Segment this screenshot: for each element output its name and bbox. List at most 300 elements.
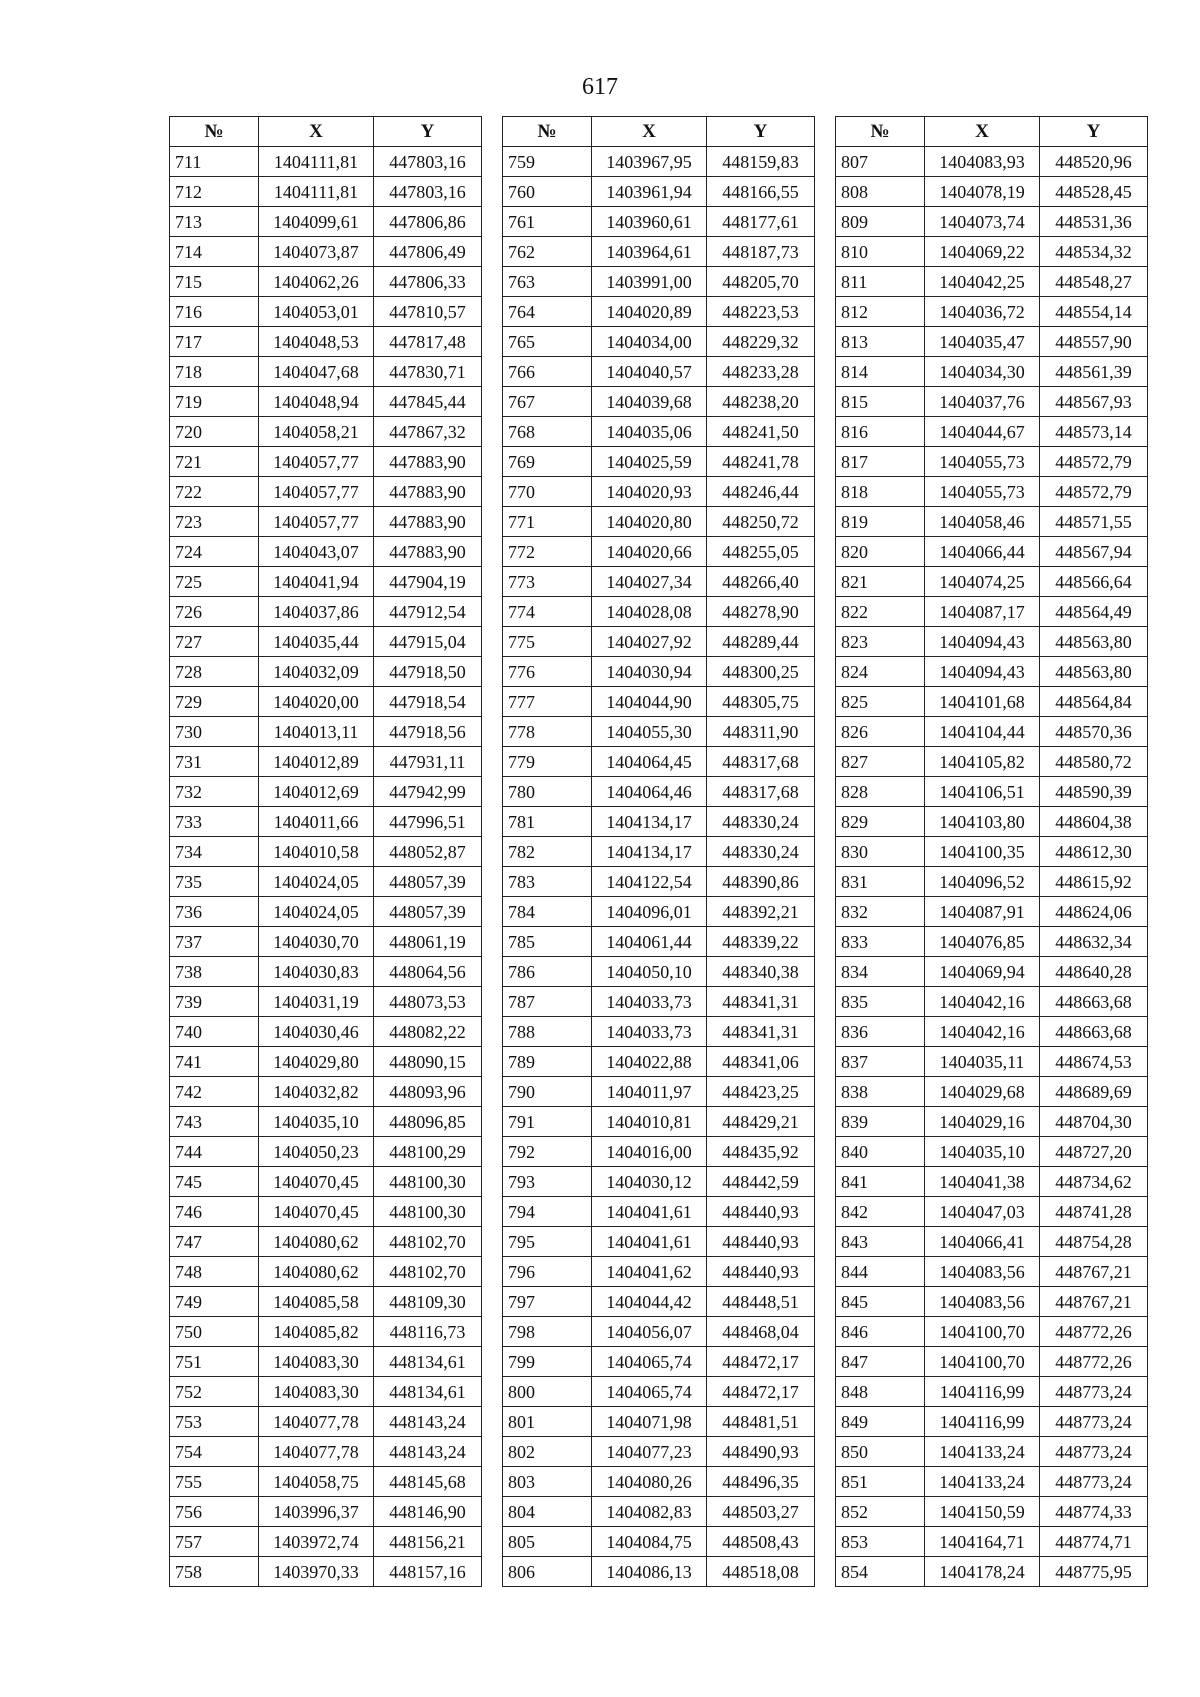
point-number-cell: 727	[170, 627, 259, 657]
y-coordinate-cell: 448429,21	[707, 1107, 815, 1137]
table-row	[503, 747, 815, 777]
point-number-cell: 815	[836, 387, 925, 417]
point-number-cell: 792	[503, 1137, 592, 1167]
table-row	[503, 1347, 815, 1377]
x-coordinate-cell: 1404010,81	[592, 1107, 707, 1137]
x-coordinate-cell: 1403967,95	[592, 147, 707, 177]
y-coordinate-cell: 448590,39	[1040, 777, 1148, 807]
y-coordinate-cell: 448341,31	[707, 1017, 815, 1047]
table-row	[170, 1377, 482, 1407]
table-row	[836, 1287, 1148, 1317]
point-number-cell: 828	[836, 777, 925, 807]
point-number-cell: 790	[503, 1077, 592, 1107]
x-coordinate-cell: 1403960,61	[592, 207, 707, 237]
x-coordinate-cell: 1404034,30	[925, 357, 1040, 387]
x-coordinate-cell: 1404030,83	[259, 957, 374, 987]
x-coordinate-cell: 1404047,03	[925, 1197, 1040, 1227]
x-coordinate-cell: 1404048,94	[259, 387, 374, 417]
point-number-cell: 807	[836, 147, 925, 177]
point-number-cell: 747	[170, 1227, 259, 1257]
y-coordinate-cell: 448520,96	[1040, 147, 1148, 177]
x-coordinate-cell: 1404133,24	[925, 1467, 1040, 1497]
y-coordinate-cell: 448773,24	[1040, 1377, 1148, 1407]
y-coordinate-cell: 448563,80	[1040, 627, 1148, 657]
point-number-cell: 780	[503, 777, 592, 807]
point-number-cell: 778	[503, 717, 592, 747]
x-coordinate-cell: 1404150,59	[925, 1497, 1040, 1527]
table-row	[836, 177, 1148, 207]
point-number-cell: 748	[170, 1257, 259, 1287]
table-row	[836, 147, 1148, 177]
table-row	[170, 147, 482, 177]
y-coordinate-cell: 448102,70	[374, 1227, 482, 1257]
x-coordinate-cell: 1404096,01	[592, 897, 707, 927]
point-number-cell: 817	[836, 447, 925, 477]
point-number-cell: 768	[503, 417, 592, 447]
point-number-cell: 843	[836, 1227, 925, 1257]
table-row	[503, 987, 815, 1017]
y-coordinate-cell: 448052,87	[374, 837, 482, 867]
y-coordinate-cell: 448341,31	[707, 987, 815, 1017]
x-coordinate-cell: 1404029,16	[925, 1107, 1040, 1137]
x-coordinate-cell: 1404041,61	[592, 1227, 707, 1257]
point-number-cell: 818	[836, 477, 925, 507]
y-coordinate-cell: 447918,54	[374, 687, 482, 717]
point-number-cell: 766	[503, 357, 592, 387]
y-coordinate-cell: 447883,90	[374, 537, 482, 567]
table-row	[170, 1527, 482, 1557]
y-coordinate-cell: 448146,90	[374, 1497, 482, 1527]
y-coordinate-cell: 448548,27	[1040, 267, 1148, 297]
y-coordinate-cell: 448773,24	[1040, 1407, 1148, 1437]
point-number-cell: 753	[170, 1407, 259, 1437]
y-coordinate-cell: 448481,51	[707, 1407, 815, 1437]
table-row	[836, 807, 1148, 837]
point-number-cell: 782	[503, 837, 592, 867]
point-number-cell: 776	[503, 657, 592, 687]
point-number-cell: 774	[503, 597, 592, 627]
table-row	[836, 477, 1148, 507]
y-coordinate-cell: 448554,14	[1040, 297, 1148, 327]
x-coordinate-cell: 1404083,30	[259, 1347, 374, 1377]
x-coordinate-cell: 1404042,16	[925, 1017, 1040, 1047]
x-coordinate-cell: 1404116,99	[925, 1407, 1040, 1437]
coordinates-table-3	[835, 116, 1148, 1587]
y-coordinate-cell: 448563,80	[1040, 657, 1148, 687]
y-coordinate-cell: 448773,24	[1040, 1437, 1148, 1467]
table-row	[836, 717, 1148, 747]
y-coordinate-cell: 448278,90	[707, 597, 815, 627]
table-row	[836, 417, 1148, 447]
x-coordinate-cell: 1404071,98	[592, 1407, 707, 1437]
x-coordinate-cell: 1404058,46	[925, 507, 1040, 537]
point-number-cell: 808	[836, 177, 925, 207]
table-row	[170, 477, 482, 507]
y-coordinate-cell: 447915,04	[374, 627, 482, 657]
x-coordinate-cell: 1404080,26	[592, 1467, 707, 1497]
table-row	[170, 567, 482, 597]
point-number-cell: 846	[836, 1317, 925, 1347]
table-row	[503, 1467, 815, 1497]
point-number-cell: 789	[503, 1047, 592, 1077]
point-number-cell: 840	[836, 1137, 925, 1167]
point-number-cell: 743	[170, 1107, 259, 1137]
point-number-cell: 749	[170, 1287, 259, 1317]
y-coordinate-cell: 448435,92	[707, 1137, 815, 1167]
y-coordinate-cell: 448557,90	[1040, 327, 1148, 357]
table-row	[503, 1107, 815, 1137]
table-row	[170, 417, 482, 447]
table-row	[503, 1527, 815, 1557]
table-row	[836, 537, 1148, 567]
table-row	[170, 717, 482, 747]
y-coordinate-cell: 447996,51	[374, 807, 482, 837]
y-coordinate-cell: 448503,27	[707, 1497, 815, 1527]
x-coordinate-cell: 1404035,06	[592, 417, 707, 447]
y-coordinate-cell: 448423,25	[707, 1077, 815, 1107]
x-coordinate-cell: 1404030,70	[259, 927, 374, 957]
point-number-cell: 785	[503, 927, 592, 957]
x-coordinate-cell: 1403972,74	[259, 1527, 374, 1557]
x-coordinate-cell: 1403996,37	[259, 1497, 374, 1527]
y-coordinate-cell: 448057,39	[374, 867, 482, 897]
x-coordinate-cell: 1404083,30	[259, 1377, 374, 1407]
point-number-cell: 738	[170, 957, 259, 987]
y-coordinate-cell: 447803,16	[374, 177, 482, 207]
y-coordinate-cell: 448229,32	[707, 327, 815, 357]
point-number-cell: 798	[503, 1317, 592, 1347]
x-coordinate-cell: 1404065,74	[592, 1377, 707, 1407]
x-coordinate-cell: 1404011,66	[259, 807, 374, 837]
x-coordinate-cell: 1404025,59	[592, 447, 707, 477]
y-coordinate-cell: 448727,20	[1040, 1137, 1148, 1167]
point-number-cell: 834	[836, 957, 925, 987]
x-coordinate-cell: 1404057,77	[259, 447, 374, 477]
table-row	[836, 357, 1148, 387]
y-coordinate-cell: 448223,53	[707, 297, 815, 327]
table-header-row	[836, 117, 1148, 147]
y-coordinate-cell: 448772,26	[1040, 1317, 1148, 1347]
table-row	[836, 1257, 1148, 1287]
x-coordinate-cell: 1404099,61	[259, 207, 374, 237]
x-coordinate-cell: 1404103,80	[925, 807, 1040, 837]
y-coordinate-cell: 448159,83	[707, 147, 815, 177]
x-coordinate-cell: 1404122,54	[592, 867, 707, 897]
y-coordinate-cell: 447904,19	[374, 567, 482, 597]
table-row	[836, 1047, 1148, 1077]
table-row	[836, 1137, 1148, 1167]
point-number-cell: 761	[503, 207, 592, 237]
x-coordinate-cell: 1404087,17	[925, 597, 1040, 627]
x-coordinate-cell: 1404105,82	[925, 747, 1040, 777]
x-coordinate-cell: 1404012,69	[259, 777, 374, 807]
y-coordinate-cell: 448448,51	[707, 1287, 815, 1317]
y-coordinate-cell: 448674,53	[1040, 1047, 1148, 1077]
x-coordinate-cell: 1404086,13	[592, 1557, 707, 1587]
table-row	[503, 957, 815, 987]
y-coordinate-cell: 448340,38	[707, 957, 815, 987]
table-row	[836, 1407, 1148, 1437]
table-row	[170, 597, 482, 627]
y-coordinate-cell: 448773,24	[1040, 1467, 1148, 1497]
table-row	[503, 327, 815, 357]
y-coordinate-cell: 448143,24	[374, 1437, 482, 1467]
y-coordinate-cell: 448564,84	[1040, 687, 1148, 717]
table-row	[503, 447, 815, 477]
x-coordinate-cell: 1404111,81	[259, 177, 374, 207]
y-coordinate-cell: 448317,68	[707, 777, 815, 807]
y-coordinate-cell: 448689,69	[1040, 1077, 1148, 1107]
point-number-cell: 719	[170, 387, 259, 417]
y-coordinate-cell: 448102,70	[374, 1257, 482, 1287]
table-row	[503, 597, 815, 627]
point-number-cell: 712	[170, 177, 259, 207]
point-number-cell: 819	[836, 507, 925, 537]
point-number-cell: 848	[836, 1377, 925, 1407]
y-coordinate-cell: 448612,30	[1040, 837, 1148, 867]
y-coordinate-cell: 448100,30	[374, 1197, 482, 1227]
table-row	[836, 387, 1148, 417]
x-coordinate-cell: 1404106,51	[925, 777, 1040, 807]
table-row	[170, 1107, 482, 1137]
x-coordinate-cell: 1404080,62	[259, 1227, 374, 1257]
x-coordinate-cell: 1404100,70	[925, 1347, 1040, 1377]
y-coordinate-cell: 448266,40	[707, 567, 815, 597]
x-coordinate-cell: 1404012,89	[259, 747, 374, 777]
point-number-cell: 793	[503, 1167, 592, 1197]
x-coordinate-cell: 1404178,24	[925, 1557, 1040, 1587]
table-row	[503, 1197, 815, 1227]
point-number-cell: 755	[170, 1467, 259, 1497]
table-row	[836, 327, 1148, 357]
y-coordinate-cell: 448734,62	[1040, 1167, 1148, 1197]
point-number-cell: 756	[170, 1497, 259, 1527]
y-coordinate-cell: 448632,34	[1040, 927, 1148, 957]
y-coordinate-cell: 448663,68	[1040, 1017, 1148, 1047]
x-coordinate-cell: 1404020,80	[592, 507, 707, 537]
table-row	[170, 327, 482, 357]
table-row	[836, 837, 1148, 867]
y-coordinate-cell: 447806,33	[374, 267, 482, 297]
table-row	[836, 1347, 1148, 1377]
x-coordinate-cell: 1404036,72	[925, 297, 1040, 327]
table-row	[503, 387, 815, 417]
y-coordinate-cell: 448772,26	[1040, 1347, 1148, 1377]
table-row	[170, 1287, 482, 1317]
y-coordinate-cell: 447845,44	[374, 387, 482, 417]
table-row	[503, 1137, 815, 1167]
table-row	[170, 657, 482, 687]
x-coordinate-cell: 1404076,85	[925, 927, 1040, 957]
point-number-cell: 821	[836, 567, 925, 597]
y-coordinate-cell: 448531,36	[1040, 207, 1148, 237]
y-coordinate-cell: 448061,19	[374, 927, 482, 957]
point-number-cell: 784	[503, 897, 592, 927]
point-number-cell: 763	[503, 267, 592, 297]
y-coordinate-cell: 447806,49	[374, 237, 482, 267]
y-coordinate-cell: 448082,22	[374, 1017, 482, 1047]
x-coordinate-cell: 1404058,75	[259, 1467, 374, 1497]
x-coordinate-cell: 1404094,43	[925, 657, 1040, 687]
point-number-cell: 796	[503, 1257, 592, 1287]
point-number-cell: 833	[836, 927, 925, 957]
x-coordinate-cell: 1404030,94	[592, 657, 707, 687]
y-coordinate-cell: 448580,72	[1040, 747, 1148, 777]
point-number-cell: 835	[836, 987, 925, 1017]
table-row	[170, 747, 482, 777]
x-coordinate-cell: 1404050,10	[592, 957, 707, 987]
y-coordinate-cell: 448093,96	[374, 1077, 482, 1107]
table-row	[503, 867, 815, 897]
y-coordinate-cell: 448390,86	[707, 867, 815, 897]
x-coordinate-cell: 1404047,68	[259, 357, 374, 387]
x-coordinate-cell: 1403970,33	[259, 1557, 374, 1587]
coordinates-table-2	[502, 116, 815, 1587]
x-coordinate-cell: 1404094,43	[925, 627, 1040, 657]
table-row	[503, 207, 815, 237]
table-row	[503, 1017, 815, 1047]
point-number-cell: 760	[503, 177, 592, 207]
header-number: №	[836, 117, 925, 147]
y-coordinate-cell: 448392,21	[707, 897, 815, 927]
point-number-cell: 716	[170, 297, 259, 327]
point-number-cell: 726	[170, 597, 259, 627]
table-row	[836, 1527, 1148, 1557]
y-coordinate-cell: 448741,28	[1040, 1197, 1148, 1227]
x-coordinate-cell: 1404020,00	[259, 687, 374, 717]
table-row	[170, 537, 482, 567]
point-number-cell: 752	[170, 1377, 259, 1407]
x-coordinate-cell: 1404033,73	[592, 1017, 707, 1047]
table-row	[503, 807, 815, 837]
table-row	[503, 1257, 815, 1287]
point-number-cell: 725	[170, 567, 259, 597]
point-number-cell: 820	[836, 537, 925, 567]
table-header-row	[503, 117, 815, 147]
table-row	[836, 237, 1148, 267]
table-row	[170, 1407, 482, 1437]
table-row	[503, 297, 815, 327]
table-row	[836, 957, 1148, 987]
table-row	[170, 927, 482, 957]
point-number-cell: 810	[836, 237, 925, 267]
x-coordinate-cell: 1404134,17	[592, 837, 707, 867]
point-number-cell: 732	[170, 777, 259, 807]
y-coordinate-cell: 448615,92	[1040, 867, 1148, 897]
table-row	[170, 507, 482, 537]
x-coordinate-cell: 1404053,01	[259, 297, 374, 327]
point-number-cell: 734	[170, 837, 259, 867]
y-coordinate-cell: 448134,61	[374, 1347, 482, 1377]
y-coordinate-cell: 448566,64	[1040, 567, 1148, 597]
point-number-cell: 754	[170, 1437, 259, 1467]
y-coordinate-cell: 448754,28	[1040, 1227, 1148, 1257]
x-coordinate-cell: 1404029,68	[925, 1077, 1040, 1107]
table-row	[836, 567, 1148, 597]
y-coordinate-cell: 448472,17	[707, 1347, 815, 1377]
table-row	[503, 1437, 815, 1467]
x-coordinate-cell: 1404082,83	[592, 1497, 707, 1527]
point-number-cell: 721	[170, 447, 259, 477]
y-coordinate-cell: 447883,90	[374, 447, 482, 477]
table-row	[503, 567, 815, 597]
table-row	[170, 867, 482, 897]
header-y: Y	[374, 117, 482, 147]
x-coordinate-cell: 1404096,52	[925, 867, 1040, 897]
x-coordinate-cell: 1404116,99	[925, 1377, 1040, 1407]
x-coordinate-cell: 1404043,07	[259, 537, 374, 567]
x-coordinate-cell: 1404044,90	[592, 687, 707, 717]
x-coordinate-cell: 1404040,57	[592, 357, 707, 387]
y-coordinate-cell: 448317,68	[707, 747, 815, 777]
point-number-cell: 711	[170, 147, 259, 177]
x-coordinate-cell: 1404061,44	[592, 927, 707, 957]
y-coordinate-cell: 448096,85	[374, 1107, 482, 1137]
x-coordinate-cell: 1404087,91	[925, 897, 1040, 927]
table-row	[503, 267, 815, 297]
table-row	[503, 927, 815, 957]
y-coordinate-cell: 448573,14	[1040, 417, 1148, 447]
y-coordinate-cell: 447830,71	[374, 357, 482, 387]
y-coordinate-cell: 448064,56	[374, 957, 482, 987]
x-coordinate-cell: 1404057,77	[259, 477, 374, 507]
table-row	[170, 1167, 482, 1197]
point-number-cell: 750	[170, 1317, 259, 1347]
point-number-cell: 723	[170, 507, 259, 537]
point-number-cell: 744	[170, 1137, 259, 1167]
x-coordinate-cell: 1404085,82	[259, 1317, 374, 1347]
x-coordinate-cell: 1404056,07	[592, 1317, 707, 1347]
y-coordinate-cell: 448156,21	[374, 1527, 482, 1557]
y-coordinate-cell: 448233,28	[707, 357, 815, 387]
y-coordinate-cell: 448571,55	[1040, 507, 1148, 537]
point-number-cell: 759	[503, 147, 592, 177]
x-coordinate-cell: 1404077,78	[259, 1437, 374, 1467]
y-coordinate-cell: 448157,16	[374, 1557, 482, 1587]
point-number-cell: 812	[836, 297, 925, 327]
point-number-cell: 854	[836, 1557, 925, 1587]
table-row	[170, 1017, 482, 1047]
y-coordinate-cell: 448440,93	[707, 1197, 815, 1227]
table-row	[836, 597, 1148, 627]
x-coordinate-cell: 1404055,73	[925, 477, 1040, 507]
point-number-cell: 769	[503, 447, 592, 477]
y-coordinate-cell: 448177,61	[707, 207, 815, 237]
point-number-cell: 739	[170, 987, 259, 1017]
x-coordinate-cell: 1404084,75	[592, 1527, 707, 1557]
x-coordinate-cell: 1404041,94	[259, 567, 374, 597]
point-number-cell: 722	[170, 477, 259, 507]
point-number-cell: 724	[170, 537, 259, 567]
y-coordinate-cell: 448145,68	[374, 1467, 482, 1497]
y-coordinate-cell: 447912,54	[374, 597, 482, 627]
y-coordinate-cell: 448205,70	[707, 267, 815, 297]
table-row	[503, 1227, 815, 1257]
y-coordinate-cell: 448640,28	[1040, 957, 1148, 987]
x-coordinate-cell: 1404104,44	[925, 717, 1040, 747]
header-y: Y	[707, 117, 815, 147]
point-number-cell: 718	[170, 357, 259, 387]
x-coordinate-cell: 1404022,88	[592, 1047, 707, 1077]
point-number-cell: 806	[503, 1557, 592, 1587]
table-row	[503, 627, 815, 657]
point-number-cell: 786	[503, 957, 592, 987]
table-row	[836, 1497, 1148, 1527]
x-coordinate-cell: 1404041,62	[592, 1257, 707, 1287]
x-coordinate-cell: 1403991,00	[592, 267, 707, 297]
table-row	[503, 777, 815, 807]
x-coordinate-cell: 1404042,25	[925, 267, 1040, 297]
